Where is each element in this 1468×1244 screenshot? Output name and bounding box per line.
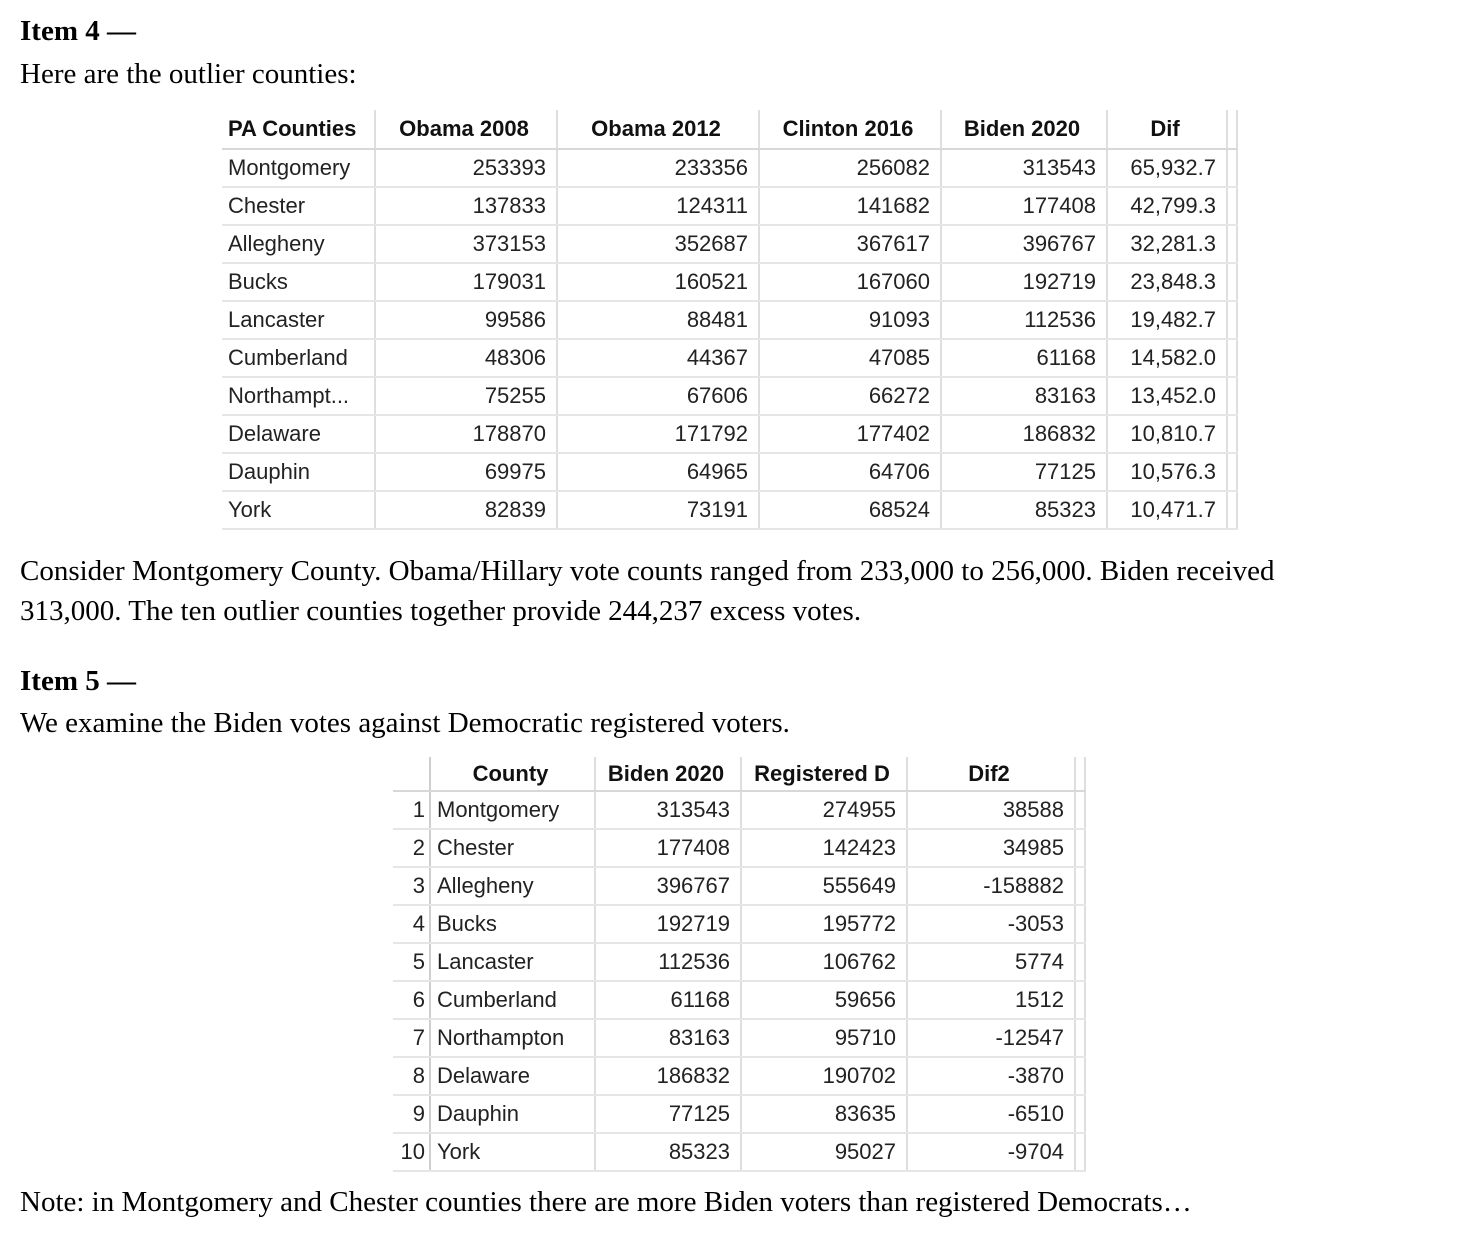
county-cell: Lancaster [430, 943, 595, 981]
column-header: Dif [1107, 110, 1227, 149]
select-all-corner[interactable] [393, 757, 430, 791]
value-cell: 95710 [741, 1019, 907, 1057]
value-cell: 42,799.3 [1107, 187, 1227, 225]
value-cell: 75255 [375, 377, 557, 415]
filler-cell [1227, 415, 1237, 453]
column-header: Registered D [741, 757, 907, 791]
value-cell: 177402 [759, 415, 941, 453]
filler-cell [1227, 377, 1237, 415]
value-cell: 48306 [375, 339, 557, 377]
value-cell: 38588 [907, 791, 1075, 829]
value-cell: 171792 [557, 415, 759, 453]
value-cell: -158882 [907, 867, 1075, 905]
row-number: 1 [393, 791, 430, 829]
table-row [222, 225, 1237, 263]
value-cell: 83163 [595, 1019, 741, 1057]
county-cell: Delaware [222, 415, 375, 453]
value-cell: 91093 [759, 301, 941, 339]
table-row [222, 263, 1237, 301]
value-cell: 112536 [595, 943, 741, 981]
value-cell: 137833 [375, 187, 557, 225]
value-cell: 61168 [595, 981, 741, 1019]
value-cell: 65,932.7 [1107, 149, 1227, 187]
filler-cell [1075, 1133, 1085, 1171]
row-number: 6 [393, 981, 430, 1019]
value-cell: 67606 [557, 377, 759, 415]
row-number: 10 [393, 1133, 430, 1171]
filler-cell [1075, 829, 1085, 867]
value-cell: 177408 [941, 187, 1107, 225]
column-header-filler [1227, 110, 1237, 149]
value-cell: 77125 [941, 453, 1107, 491]
item4-paragraph-line1: Consider Montgomery County. Obama/Hillary vote counts ranged from 233,000 to 256,000. Biden received [20, 555, 1275, 587]
value-cell: 13,452.0 [1107, 377, 1227, 415]
column-header-filler [1075, 757, 1085, 791]
filler-cell [1227, 149, 1237, 187]
row-number: 3 [393, 867, 430, 905]
item5-note: Note: in Montgomery and Chester counties there are more Biden voters than registered Democrats… [20, 1186, 1192, 1218]
filler-cell [1227, 453, 1237, 491]
value-cell: 14,582.0 [1107, 339, 1227, 377]
column-header: Dif2 [907, 757, 1075, 791]
table-row [222, 187, 1237, 225]
filler-cell [1075, 981, 1085, 1019]
column-header: Obama 2012 [557, 110, 759, 149]
table-row [393, 1095, 1085, 1133]
value-cell: 19,482.7 [1107, 301, 1227, 339]
filler-cell [1227, 301, 1237, 339]
value-cell: 10,576.3 [1107, 453, 1227, 491]
row-number: 7 [393, 1019, 430, 1057]
county-cell: Bucks [430, 905, 595, 943]
row-number: 4 [393, 905, 430, 943]
value-cell: 313543 [941, 149, 1107, 187]
value-cell: -9704 [907, 1133, 1075, 1171]
row-number: 8 [393, 1057, 430, 1095]
filler-cell [1227, 339, 1237, 377]
value-cell: 77125 [595, 1095, 741, 1133]
item4-paragraph-line2: 313,000. The ten outlier counties together provide 244,237 excess votes. [20, 595, 862, 627]
filler-cell [1075, 943, 1085, 981]
filler-cell [1227, 187, 1237, 225]
value-cell: 160521 [557, 263, 759, 301]
value-cell: 167060 [759, 263, 941, 301]
value-cell: 142423 [741, 829, 907, 867]
column-header: Clinton 2016 [759, 110, 941, 149]
value-cell: 190702 [741, 1057, 907, 1095]
value-cell: -6510 [907, 1095, 1075, 1133]
value-cell: 1512 [907, 981, 1075, 1019]
table-row [393, 943, 1085, 981]
table-row [393, 905, 1085, 943]
county-cell: Northampton [430, 1019, 595, 1057]
table-row [393, 1133, 1085, 1171]
item4-heading: Item 4 — [20, 15, 136, 47]
value-cell: -3870 [907, 1057, 1075, 1095]
county-cell: York [430, 1133, 595, 1171]
value-cell: 64706 [759, 453, 941, 491]
outlier-counties-table [222, 110, 1238, 530]
value-cell: 179031 [375, 263, 557, 301]
county-cell: York [222, 491, 375, 529]
value-cell: 195772 [741, 905, 907, 943]
value-cell: 85323 [595, 1133, 741, 1171]
value-cell: 73191 [557, 491, 759, 529]
value-cell: 141682 [759, 187, 941, 225]
biden-vs-registered-table [393, 757, 1086, 1172]
county-cell: Allegheny [430, 867, 595, 905]
value-cell: 99586 [375, 301, 557, 339]
filler-cell [1075, 791, 1085, 829]
value-cell: 178870 [375, 415, 557, 453]
value-cell: 192719 [595, 905, 741, 943]
table-row [222, 339, 1237, 377]
item5-intro: We examine the Biden votes against Democratic registered voters. [20, 707, 790, 739]
table-row [393, 981, 1085, 1019]
table-row [222, 415, 1237, 453]
value-cell: 66272 [759, 377, 941, 415]
value-cell: 253393 [375, 149, 557, 187]
county-cell: Bucks [222, 263, 375, 301]
value-cell: 68524 [759, 491, 941, 529]
value-cell: 47085 [759, 339, 941, 377]
value-cell: 124311 [557, 187, 759, 225]
table-row [393, 1019, 1085, 1057]
filler-cell [1075, 905, 1085, 943]
column-header: Biden 2020 [941, 110, 1107, 149]
value-cell: 59656 [741, 981, 907, 1019]
value-cell: -12547 [907, 1019, 1075, 1057]
table-row [222, 301, 1237, 339]
value-cell: 396767 [595, 867, 741, 905]
row-number: 2 [393, 829, 430, 867]
value-cell: 106762 [741, 943, 907, 981]
row-number: 5 [393, 943, 430, 981]
county-cell: Chester [222, 187, 375, 225]
item5-heading: Item 5 — [20, 665, 136, 697]
value-cell: 186832 [595, 1057, 741, 1095]
county-cell: Northampt... [222, 377, 375, 415]
county-cell: Chester [430, 829, 595, 867]
value-cell: 83163 [941, 377, 1107, 415]
table-row [393, 791, 1085, 829]
value-cell: 396767 [941, 225, 1107, 263]
county-cell: Montgomery [430, 791, 595, 829]
filler-cell [1227, 491, 1237, 529]
value-cell: 23,848.3 [1107, 263, 1227, 301]
value-cell: 256082 [759, 149, 941, 187]
value-cell: 112536 [941, 301, 1107, 339]
value-cell: 177408 [595, 829, 741, 867]
value-cell: 82839 [375, 491, 557, 529]
table-row [393, 829, 1085, 867]
value-cell: 186832 [941, 415, 1107, 453]
county-cell: Delaware [430, 1057, 595, 1095]
value-cell: 5774 [907, 943, 1075, 981]
value-cell: 367617 [759, 225, 941, 263]
value-cell: 64965 [557, 453, 759, 491]
filler-cell [1075, 1095, 1085, 1133]
value-cell: 10,810.7 [1107, 415, 1227, 453]
county-cell: Montgomery [222, 149, 375, 187]
value-cell: 69975 [375, 453, 557, 491]
item4-intro: Here are the outlier counties: [20, 58, 357, 90]
column-header: PA Counties [222, 110, 375, 149]
table-row [222, 377, 1237, 415]
value-cell: 83635 [741, 1095, 907, 1133]
county-cell: Lancaster [222, 301, 375, 339]
value-cell: 555649 [741, 867, 907, 905]
county-cell: Cumberland [430, 981, 595, 1019]
table-row [222, 149, 1237, 187]
value-cell: 373153 [375, 225, 557, 263]
value-cell: 192719 [941, 263, 1107, 301]
filler-cell [1227, 225, 1237, 263]
filler-cell [1227, 263, 1237, 301]
column-header: County [430, 757, 595, 791]
table-row [222, 453, 1237, 491]
value-cell: 44367 [557, 339, 759, 377]
column-header: Obama 2008 [375, 110, 557, 149]
filler-cell [1075, 1019, 1085, 1057]
value-cell: 274955 [741, 791, 907, 829]
column-header: Biden 2020 [595, 757, 741, 791]
value-cell: 10,471.7 [1107, 491, 1227, 529]
filler-cell [1075, 1057, 1085, 1095]
value-cell: 95027 [741, 1133, 907, 1171]
value-cell: 85323 [941, 491, 1107, 529]
value-cell: 352687 [557, 225, 759, 263]
filler-cell [1075, 867, 1085, 905]
table-row [393, 1057, 1085, 1095]
value-cell: 313543 [595, 791, 741, 829]
county-cell: Allegheny [222, 225, 375, 263]
value-cell: -3053 [907, 905, 1075, 943]
table-row [393, 867, 1085, 905]
value-cell: 233356 [557, 149, 759, 187]
row-number: 9 [393, 1095, 430, 1133]
county-cell: Dauphin [430, 1095, 595, 1133]
county-cell: Cumberland [222, 339, 375, 377]
table-row [222, 491, 1237, 529]
value-cell: 32,281.3 [1107, 225, 1227, 263]
value-cell: 88481 [557, 301, 759, 339]
county-cell: Dauphin [222, 453, 375, 491]
value-cell: 61168 [941, 339, 1107, 377]
value-cell: 34985 [907, 829, 1075, 867]
